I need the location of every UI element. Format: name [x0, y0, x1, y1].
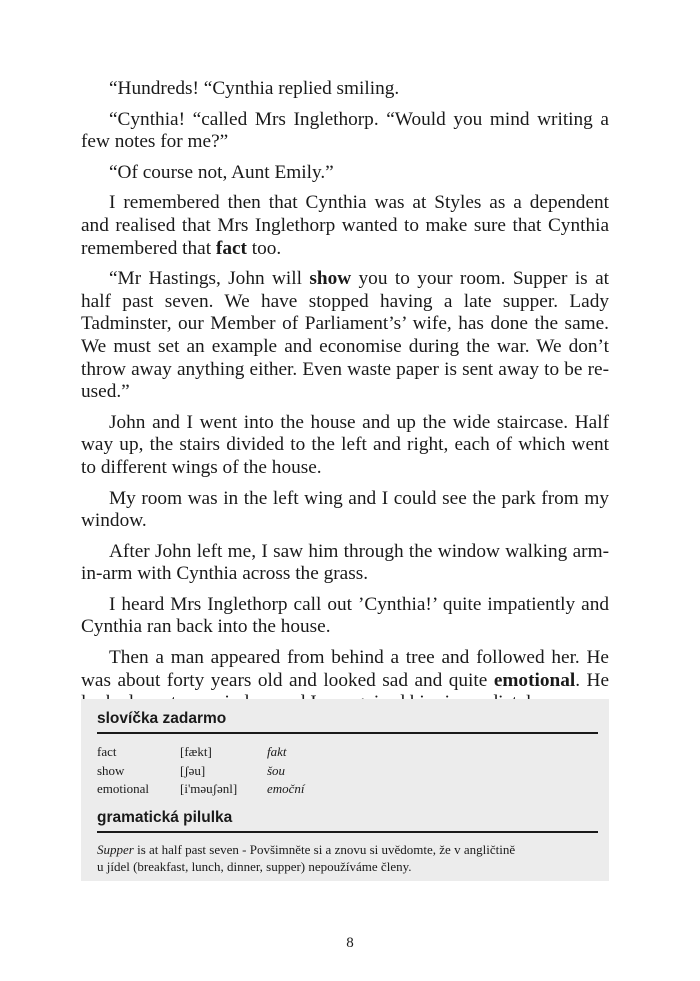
- vocab-translation: šou: [267, 762, 286, 778]
- paragraph-text: After John left me, I saw him through the window walking arm-in-arm with Cynthia across the grass.: [81, 540, 609, 585]
- vocab-pronunciation: [fækt]: [180, 744, 212, 759]
- paragraph-text: you to your room. Supper is at half past seven. We have stopped having a late supper. Lady Tadminster, our Member of Parliament’s’ wife, has done the same. We must set an example and economise during the war. We don’t throw away anything either. Even waste paper is sent away to be re-used.”: [81, 268, 609, 403]
- paragraph-text: John and I went into the house and up the wide staircase. Half way up, the stairs divided to the left and right, each of which went to different wings of the house.: [81, 411, 609, 478]
- paragraph-text: Then a man appeared from behind a tree and followed her. He was about forty years old and looked sad and quite: [81, 647, 609, 691]
- paragraph-text: “Cynthia! “called Mrs Inglethorp. “Would you mind writing a few notes for me?”: [81, 108, 609, 153]
- vocab-highlight: emotional: [493, 669, 576, 691]
- paragraph-text: “Hundreds! “Cynthia replied smiling.: [109, 78, 400, 99]
- vocab-highlight: fact: [215, 237, 247, 259]
- story-paragraph: [81, 412, 609, 480]
- story-paragraph: [81, 192, 609, 260]
- vocab-word: show: [97, 762, 125, 778]
- vocab-pronunciation: [ʃəu]: [180, 762, 206, 778]
- paragraph-text: I remembered then that Cynthia was at Styles as a dependent and realised that Mrs Inglethorp wanted to make sure that Cynthia remembered that: [81, 192, 609, 259]
- page-number: 8: [346, 935, 354, 951]
- vocab-word: emotional: [97, 781, 149, 796]
- grammar-heading: gramatická pilulka: [97, 809, 598, 833]
- info-box: [81, 699, 609, 881]
- vocab-word: fact: [97, 744, 117, 759]
- paragraph-text: I heard Mrs Inglethorp call out ’Cynthia!’ quite impatiently and Cynthia ran back into the house.: [81, 593, 609, 638]
- story-paragraph: [81, 78, 609, 101]
- paragraph-text: “Mr Hastings, John will: [109, 268, 310, 290]
- paragraph-text: “Of course not, Aunt Emily.”: [109, 161, 334, 183]
- vocab-row: [97, 780, 597, 799]
- grammar-note-italic: Supper: [97, 842, 134, 857]
- vocab-heading: slovíčka zadarmo: [97, 710, 598, 734]
- story-paragraph: [81, 162, 609, 185]
- story-text: [81, 78, 609, 723]
- grammar-note: [97, 841, 597, 875]
- vocab-list: [97, 743, 597, 799]
- paragraph-text: My room was in the left wing and I could see the park from my window.: [81, 487, 609, 532]
- story-paragraph: [81, 268, 609, 404]
- vocab-translation: emoční: [267, 781, 305, 796]
- vocab-row: [97, 743, 597, 762]
- vocab-translation: fakt: [267, 744, 287, 759]
- vocab-pronunciation: [i'məuʃənl]: [180, 781, 238, 796]
- story-paragraph: [81, 594, 609, 639]
- paragraph-text: too.: [246, 237, 282, 259]
- paragraph-text: . He: [575, 669, 609, 691]
- story-paragraph: [81, 541, 609, 586]
- grammar-note-text: is at half past seven - Povšimněte si a znovu si uvědomte, že v angličtině: [133, 842, 516, 857]
- vocab-highlight: show: [309, 268, 352, 290]
- grammar-note-line2: u jídel (breakfast, lunch, dinner, supper) nepoužíváme členy.: [97, 859, 412, 874]
- story-paragraph: [81, 488, 609, 533]
- vocab-row: [97, 762, 597, 781]
- story-paragraph: [81, 109, 609, 154]
